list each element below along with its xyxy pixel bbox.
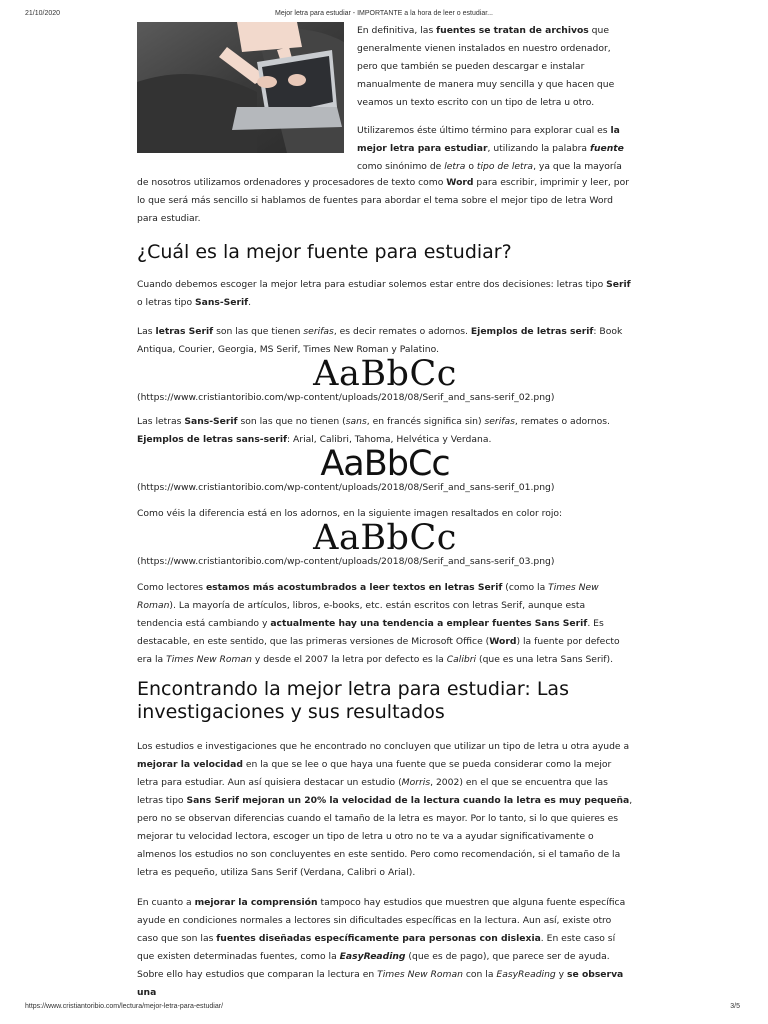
print-date: 21/10/2020 <box>25 10 61 17</box>
intro-paragraph-2-continued: de nosotros utilizamos ordenadores y procesadores de texto como Word para escribir, imprimir y leer, por lo que será más sencillo si hablamos de fuentes para abordar el tema sobre el mejor tipo de letra Word para estudiar. <box>137 177 629 224</box>
print-page-number: 3/5 <box>730 1003 740 1010</box>
article-body <box>137 174 633 1002</box>
section-heading-1: ¿Cuál es la mejor fuente para estudiar? <box>137 241 512 263</box>
laptop-photo <box>137 22 344 153</box>
image-url-3: (https://www.cristiantoribio.com/wp-content/uploads/2018/08/Serif_and_sans-serif_03.png) <box>137 556 555 567</box>
section1-paragraph-2: Las letras Serif son las que tienen serifas, es decir remates o adornos. Ejemplos de letras serif: Book Antiqua, Courier, Georgia, MS Serif, Times New Roman y Palatino. <box>137 326 623 355</box>
sample-letter: a <box>338 518 361 558</box>
section1-paragraph-1: Cuando debemos escoger la mejor letra para estudiar solemos estar entre dos decisiones: letras tipo Serif o letras tipo Sans-Serif. <box>137 279 631 308</box>
intro-text <box>357 22 633 176</box>
sample-letter: A <box>313 518 339 558</box>
print-url: https://www.cristiantoribio.com/lectura/mejor-letra-para-estudiar/ <box>25 1003 224 1010</box>
image-url-2: (https://www.cristiantoribio.com/wp-content/uploads/2018/08/Serif_and_sans-serif_01.png) <box>137 482 555 493</box>
serif-highlight-sample-image <box>137 518 633 558</box>
section2-paragraph-2: En cuanto a mejorar la comprensión tampoco hay estudios que muestren que alguna fuente específica ayude en condiciones normales a lectores sin dificultades específicas en la lectura. Aun así, existe otro caso que son las fuentes diseñadas específicamente para personas con dislexia. En este caso sí que existen determinadas fuentes, como la EasyReading (que es de pago), que parece ser de ayuda. Sobre ello hay estudios que comparan la lectura en Times New Roman con la EasyReading y se observa una <box>137 897 626 998</box>
serif-sample-image: AaBbCc <box>313 354 457 394</box>
sample-letter: C <box>409 518 437 558</box>
section2-paragraph-1: Los estudios e investigaciones que he encontrado no concluyen que utilizar un tipo de letra u otra ayude a mejorar la velocidad en la que se lee o que haya una fuente que se pueda considerar como la mejor letra para estudiar. Aun así quisiera destacar un estudio (Morris, 2002) en el que se encuentra que las letras tipo Sans Serif mejoran un 20% la velocidad de la lectura cuando la letra es muy pequeña, pero no se observan diferencias cuando el tamaño de la letra es mayor. Por lo tanto, si lo que quieres es mejorar tu velocidad lectora, escoger un tipo de letra u otro no te va a ayudar significativamente o almenos los estudios no son concluyentes en este sentido. Pero como recomendación, si el tamaño de la letra es pequeño, utiliza Sans Serif (Verdana, Calibri o Arial). <box>137 741 633 878</box>
section-heading-2: Encontrando la mejor letra para estudiar: Las investigaciones y sus resultados <box>137 678 569 723</box>
intro-paragraph-2: Utilizaremos éste último término para explorar cual es la mejor letra para estudiar, utilizando la palabra fuente como sinónimo de letra o tipo de letra, ya que la mayoría <box>357 125 624 172</box>
intro-paragraph-1: En definitiva, las fuentes se tratan de archivos que generalmente vienen instalados en nuestro ordenador, pero que también se pueden descargar e instalar manualmente de manera muy sencilla y que hacen que veamos un texto escrito con un tipo de letra u otro. <box>357 25 615 108</box>
sample-letter: B <box>360 518 387 558</box>
sample-letter: b <box>386 518 410 558</box>
section1-paragraph-4: Como véis la diferencia está en los adornos, en la siguiente imagen resaltados en color rojo: <box>137 508 563 519</box>
sans-serif-sample-image: AaBbCc <box>320 444 450 484</box>
sample-letter: c <box>436 518 457 558</box>
image-url-1: (https://www.cristiantoribio.com/wp-content/uploads/2018/08/Serif_and_sans-serif_02.png) <box>137 392 555 403</box>
section1-paragraph-3: Las letras Sans-Serif son las que no tienen (sans, en francés significa sin) serifas, remates o adornos. Ejemplos de letras sans-serif: Arial, Calibri, Tahoma, Helvética y Verdana. <box>137 416 610 445</box>
print-page-title: Mejor letra para estudiar - IMPORTANTE a la hora de leer o estudiar... <box>274 10 493 17</box>
section1-paragraph-5: Como lectores estamos más acostumbrados a leer textos en letras Serif (como la Times New Roman). La mayoría de artículos, libros, e-books, etc. están escritos con letras Serif, aunque esta tendencia está cambiando y actualmente hay una tendencia a emplear fuentes Sans Serif. Es destacable, en este sentido, que las primeras versiones de Microsoft Office (Word) la fuente por defecto era la Times New Roman y desde el 2007 la letra por defecto es la Calibri (que es una letra Sans Serif). <box>137 582 620 665</box>
